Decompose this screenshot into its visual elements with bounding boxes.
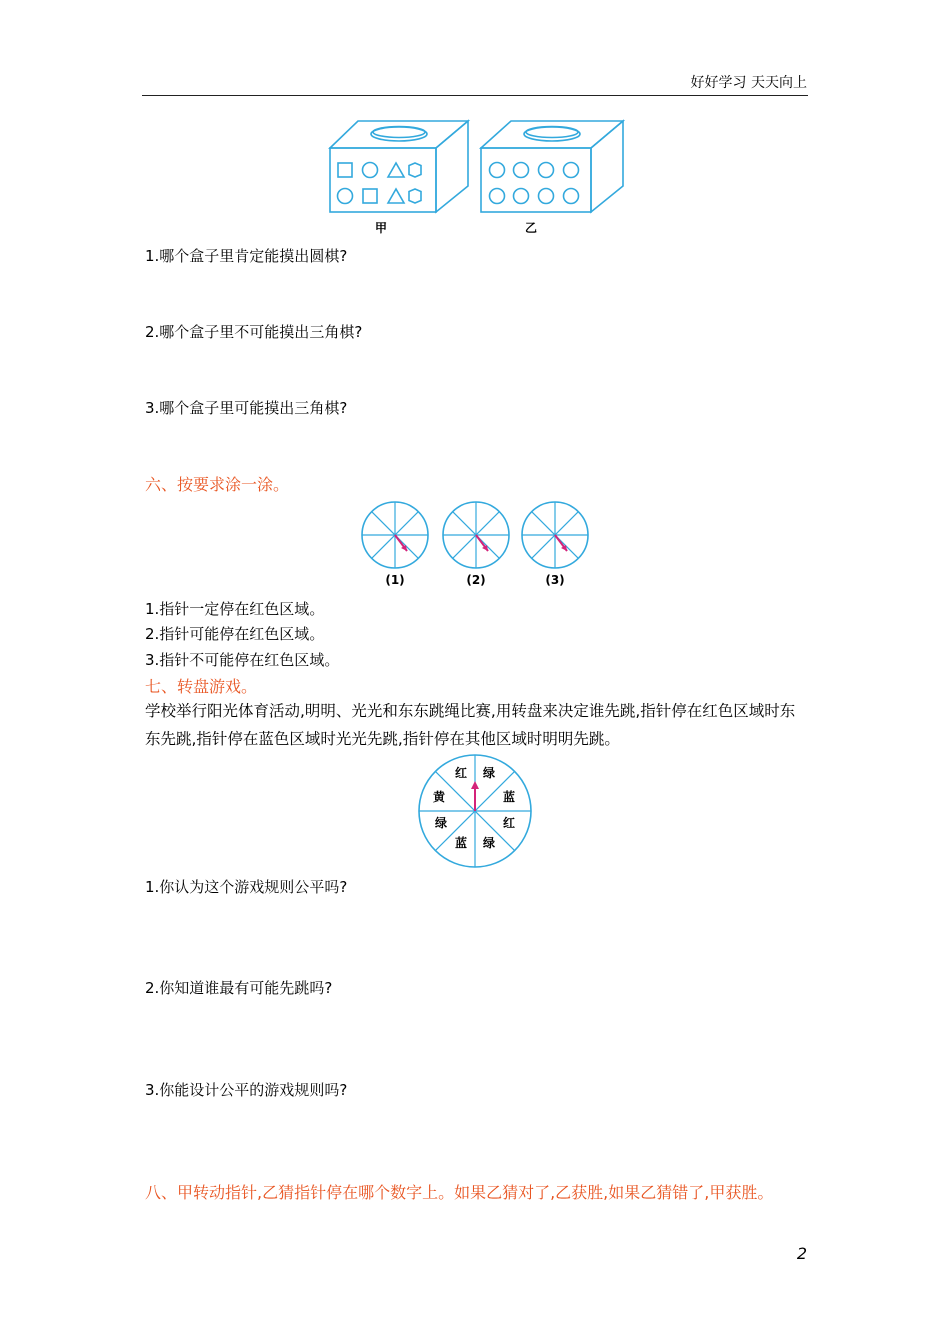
spinner-sector-2: 绿: [482, 766, 496, 780]
question-5-3: 3.哪个盒子里可能摸出三角棋?: [145, 399, 348, 417]
section-6-item-3: 3.指针不可能停在红色区域。: [145, 651, 340, 669]
hexagon-shape: [409, 163, 421, 177]
wheel-label-1: (1): [385, 573, 405, 587]
section-7-question-1: 1.你认为这个游戏规则公平吗?: [145, 878, 348, 896]
triangle-shape: [388, 163, 404, 177]
spinner-sector-4: 红: [502, 816, 516, 830]
question-5-1: 1.哪个盒子里肯定能摸出圆棋?: [145, 247, 348, 265]
section-7-question-3: 3.你能设计公平的游戏规则吗?: [145, 1081, 348, 1099]
spinner-sector-1: 红: [454, 766, 468, 780]
section-6-item-2: 2.指针可能停在红色区域。: [145, 625, 325, 643]
question-5-2: 2.哪个盒子里不可能摸出三角棋?: [145, 323, 363, 341]
wheel-2: [443, 502, 509, 568]
triangle-shape: [388, 189, 404, 203]
box-yi: [481, 121, 623, 212]
wheels-figure: [355, 497, 600, 590]
page-number: 2: [796, 1244, 807, 1263]
spinner-sector-8: 黄: [432, 790, 446, 804]
section-6-title: 六、按要求涂一涂。: [145, 475, 290, 494]
wheel-3: [522, 502, 588, 568]
wheel-1: [362, 502, 428, 568]
boxes-figure: [325, 116, 625, 241]
section-6-item-1: 1.指针一定停在红色区域。: [145, 600, 325, 618]
wheel-label-2: (2): [466, 573, 486, 587]
box-jia: [330, 121, 468, 212]
spinner-sector-5: 绿: [482, 836, 496, 850]
spinner-sector-3: 蓝: [502, 790, 516, 804]
box-jia-label: 甲: [375, 221, 388, 235]
circle-shape: [363, 163, 378, 178]
circle-shape: [338, 189, 353, 204]
section-7-title: 七、转盘游戏。: [145, 677, 258, 696]
section-7-question-2: 2.你知道谁最有可能先跳吗?: [145, 979, 333, 997]
square-shape: [363, 189, 377, 203]
header-text: 好好学习 天天向上: [690, 75, 807, 91]
spinner-sector-6: 蓝: [454, 836, 468, 850]
section-8-title: 八、甲转动指针,乙猜指针停在哪个数字上。如果乙猜对了,乙获胜,如果乙猜错了,甲获胜。: [145, 1183, 774, 1202]
wheel-label-3: (3): [545, 573, 565, 587]
hexagon-shape: [409, 189, 421, 203]
square-shape: [338, 163, 352, 177]
section-7-paragraph: 学校举行阳光体育活动,明明、光光和东东跳绳比赛,用转盘来决定谁先跳,指针停在红色区域时东东先跳,指针停在蓝色区域时光光先跳,指针停在其他区域时明明先跳。: [145, 702, 796, 748]
spinner-sector-7: 绿: [434, 816, 448, 830]
box-yi-label: 乙: [525, 221, 538, 235]
spinner-figure: [414, 754, 536, 868]
header-rule: [142, 95, 808, 96]
